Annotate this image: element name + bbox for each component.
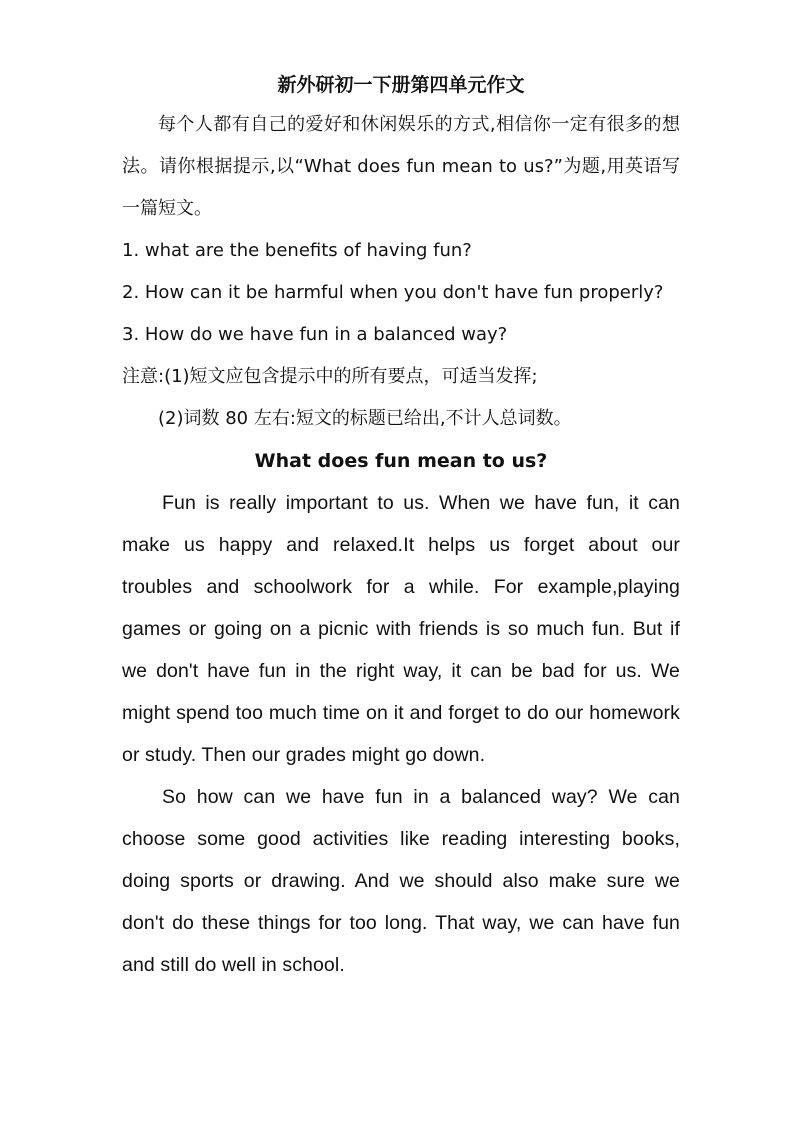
note-item: 注意:(1)短文应包含提示中的所有要点，可适当发挥; bbox=[122, 366, 538, 387]
essay-body bbox=[122, 482, 680, 986]
note-item: (2)词数 80 左右:短文的标题已给出,不计人总词数。 bbox=[158, 408, 572, 429]
document-title: 新外研初一下册第四单元作文 bbox=[277, 74, 525, 96]
essay-title: What does fun mean to us? bbox=[254, 450, 548, 472]
essay-paragraph: Fun is really important to us. When we have fun, it can make us happy and relaxed.It helps us forget about our troubles and schoolwork for a while. For example,playing games or going on a picnic with friends is so much fun. But if we don't have fun in the right way, it can be bad for us. We might spend too much time on it and forget to do our homework or study. Then our grades might go down. bbox=[122, 492, 680, 766]
question-list bbox=[122, 230, 680, 356]
document-page bbox=[122, 66, 680, 986]
essay-paragraph: So how can we have fun in a balanced way? We can choose some good activities like reading interesting books, doing sports or drawing. And we should also make sure we don't do these things for too long. That way, we can have fun and still do well in school. bbox=[122, 786, 680, 976]
writing-prompt: 每个人都有自己的爱好和休闲娱乐的方式,相信你一定有很多的想法。请你根据提示,以“What does fun mean to us?”为题,用英语写一篇短文。 bbox=[122, 114, 680, 219]
question-item: 3. How do we have fun in a balanced way? bbox=[122, 324, 508, 345]
question-item: 2. How can it be harmful when you don't have fun properly? bbox=[122, 282, 664, 303]
notes bbox=[122, 356, 680, 440]
question-item: 1. what are the benefits of having fun? bbox=[122, 240, 472, 261]
